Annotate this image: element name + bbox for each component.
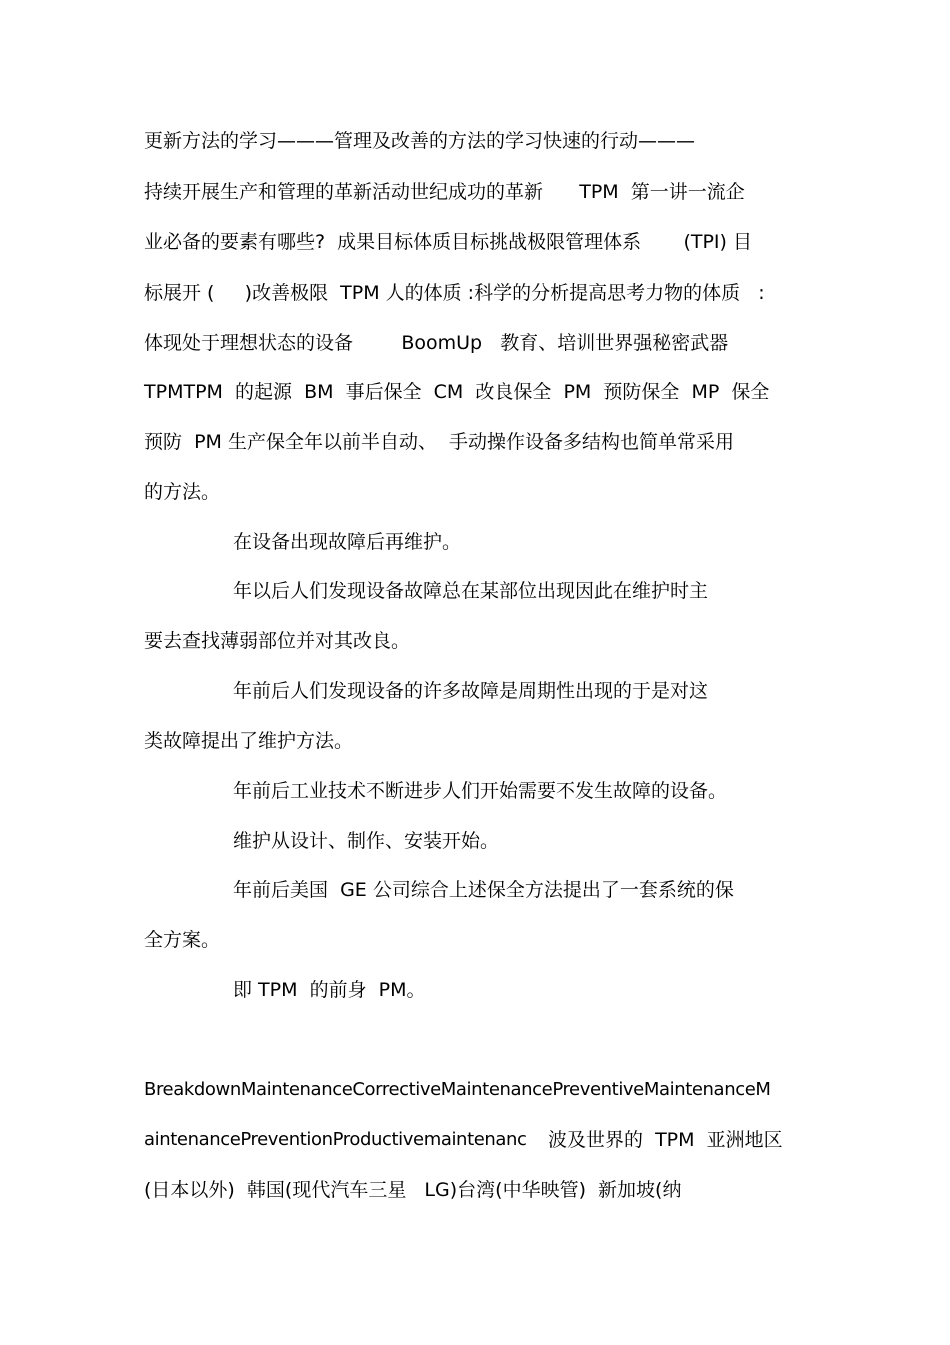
text-line: 年前后工业技术不断进步人们开始需要不发生故障的设备。 (233, 780, 728, 802)
text-line: 即 TPM 的前身 PM。 (233, 979, 426, 1001)
text-line: 持续开展生产和管理的革新活动世纪成功的革新 TPM 第一讲一流企 (144, 181, 745, 203)
text-line: 业必备的要素有哪些? 成果目标体质目标挑战极限管理体系 (TPI) 目 (144, 231, 752, 253)
text-line: 更新方法的学习———管理及改善的方法的学习快速的行动——— (144, 130, 696, 152)
text-line: 波及世界的 TPM 亚洲地区 (548, 1129, 783, 1151)
text-line: 类故障提出了维护方法。 (144, 730, 354, 752)
text-line: 全方案。 (144, 929, 221, 951)
text-line: 年以后人们发现设备故障总在某部位出现因此在维护时主 (233, 580, 709, 602)
text-line: 年前后人们发现设备的许多故障是周期性出现的于是对这 (233, 680, 709, 702)
text-line: 维护从设计、制作、安装开始。 (233, 830, 500, 852)
text-line: aintenancePreventionProductivemaintenanc (144, 1129, 527, 1150)
text-line: 的方法。 (144, 481, 221, 503)
text-line: TPMTPM 的起源 BM 事后保全 CM 改良保全 PM 预防保全 MP 保全 (144, 381, 770, 403)
text-line: (日本以外) 韩国(现代汽车三星 LG)台湾(中华映管) 新加坡(纳 (144, 1179, 682, 1201)
text-line: 预防 PM 生产保全年以前半自动、 手动操作设备多结构也简单常采用 (144, 431, 735, 453)
text-line: 要去查找薄弱部位并对其改良。 (144, 630, 411, 652)
text-line: 年前后美国 GE 公司综合上述保全方法提出了一套系统的保 (233, 879, 734, 901)
text-line: 在设备出现故障后再维护。 (233, 531, 462, 553)
text-line: 体现处于理想状态的设备 BoomUp 教育、培训世界强秘密武器 (144, 332, 729, 354)
text-line: 标展开 ( )改善极限 TPM 人的体质 :科学的分析提高思考力物的体质 : (144, 282, 765, 304)
text-line: BreakdownMaintenanceCorrectiveMaintenancePreventiveMaintenanceM (144, 1079, 771, 1100)
